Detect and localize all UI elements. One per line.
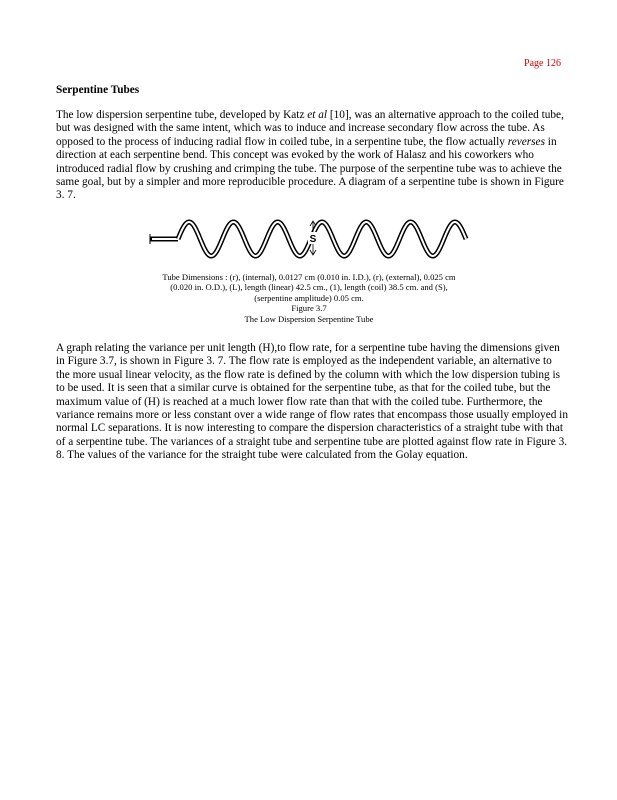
page-number: Page 126 [524, 58, 561, 69]
paragraph-serpentine-intro [56, 109, 568, 203]
section-title: Serpentine Tubes [56, 84, 140, 96]
figure-number: Figure 3.7 [291, 303, 327, 314]
serpentine-tube [178, 222, 466, 256]
paragraph-text: [10], was an alternative approach to the coiled tube, but was designed with the same intent, which was to induce and increase secondary flow across the tube. As opposed to the process of inducing radial flow in coiled tube, in a serpentine tube, the flow actually [56, 109, 564, 148]
serpentine-tube-diagram [148, 212, 474, 270]
paragraph-variance-discussion: A graph relating the variance per unit length (H),to flow rate, for a serpentine tube having the dimensions given in Figure 3.7, is shown in Figure 3. 7. The flow rate is employed as the independent variable, an alternative to the more usual linear velocity, as the flow rate is defined by the column with which the low dispersion tubing is to be used. It is seen that a similar curve is obtained for the serpentine tube, as that for the coiled tube, but the maximum value of (H) is reached at a much lower flow rate than that with the coiled tube. Furthermore, the variance remains more or less constant over a wide range of flow rates that encompass those usually employed in normal LC separations. It is now interesting to compare the dispersion characteristics of a straight tube with that of a serpentine tube. The variances of a straight tube and serpentine tube are plotted against flow rate in Figure 3. 8. The values of the variance for the straight tube were calculated from the Golay equation. [56, 342, 568, 462]
caption-line: (0.020 in. O.D.), (L), length (linear) 42.5 cm., (1), length (coil) 38.5 cm. and (S), [170, 282, 448, 293]
figure-caption [100, 272, 518, 324]
amplitude-label: S [309, 234, 317, 245]
paragraph-text: in direction at each serpentine bend. This concept was evoked by the work of Halasz and his coworkers who introduced radial flow by crushing and crimping the tube. The purpose of the serpentine tube was to achieve the same goal, but by a simpler and more reproducible procedure. A diagram of a serpentine tube is shown in Figure 3. 7. [56, 135, 564, 202]
italic-text: reverses [507, 135, 545, 148]
paragraph-text: The low dispersion serpentine tube, developed by Katz [56, 109, 308, 121]
caption-line: (serpentine amplitude) 0.05 cm. [254, 292, 364, 303]
caption-line: Tube Dimensions : (r), (internal), 0.0127 cm (0.010 in. I.D.), (r), (external), 0.025 cm [162, 272, 456, 282]
figure-title: The Low Dispersion Serpentine Tube [244, 313, 374, 324]
italic-text: et al [307, 109, 328, 121]
